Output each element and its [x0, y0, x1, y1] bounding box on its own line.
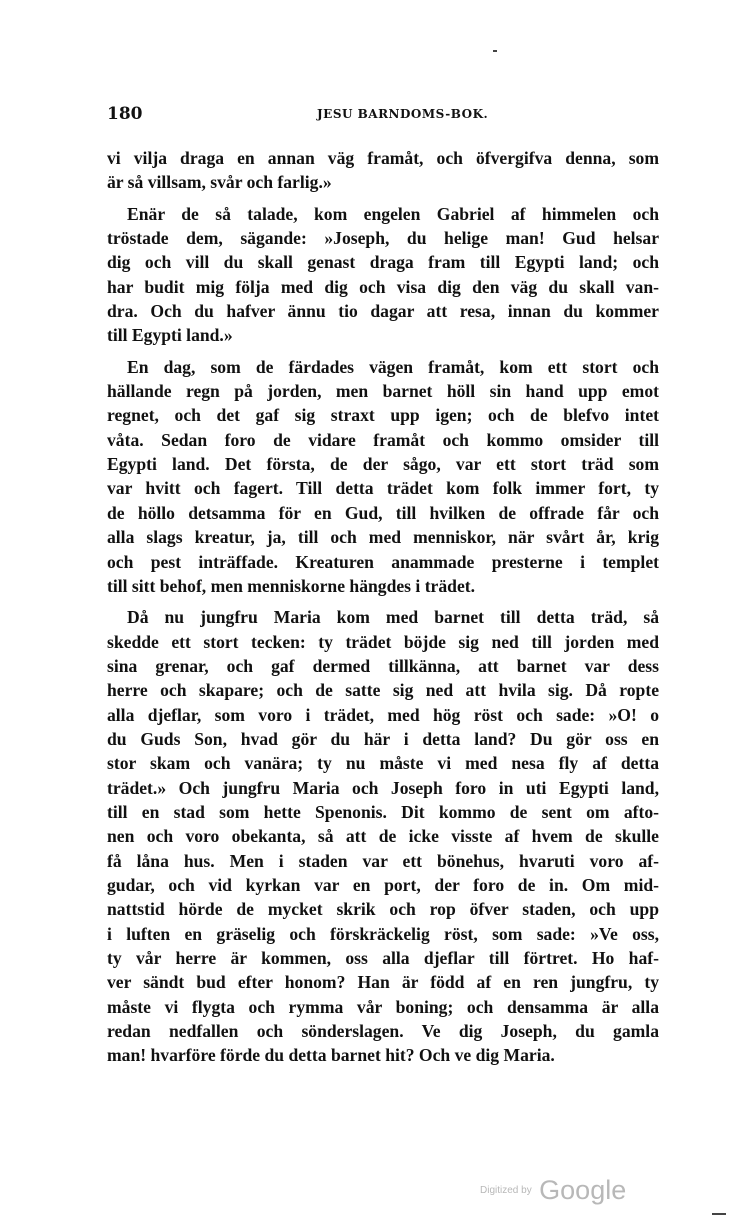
text-line: få låna hus. Men i staden var ett bönehus, hvaruti voro af- [107, 850, 659, 871]
text-line: Då nu jungfru Maria kom med barnet till detta träd, så [127, 607, 659, 628]
page-number: 180 [107, 104, 143, 124]
running-title: JESU BARNDOMS-BOK. [317, 107, 489, 121]
text-line: och pest inträffade. Kreaturen anammade presterne i templet [107, 551, 659, 572]
text-line: vi vilja draga en annan väg framåt, och öfvergifva denna, som [107, 148, 659, 168]
ink-speck [712, 1213, 726, 1215]
text-line: du Guds Son, hvad gör du här i detta land? Du gör oss en [107, 728, 659, 749]
text-line: skedde ett stort tecken: ty trädet böjde sig ned till jorden med [107, 631, 659, 652]
text-line: alla djeflar, som voro i trädet, med hög röst och sade: »O! o [107, 704, 659, 725]
text-line: har budit mig följa med dig och visa dig den väg du skall van- [107, 276, 659, 297]
text-line: alla slags kreatur, ja, till och med menniskor, när svårt år, krig [107, 527, 659, 548]
text-line: ver sändt bud efter honom? Han är född af en ren jungfru, ty [107, 972, 659, 993]
google-logo: Google [539, 1175, 627, 1205]
digitized-watermark [480, 1175, 626, 1206]
text-line: regnet, och det gaf sig straxt upp igen; och de blefvo intet [107, 405, 659, 426]
paragraph-gap [107, 598, 659, 605]
text-line: var hvitt och fagert. Till detta trädet kom folk immer fort, ty [107, 478, 659, 499]
text-line: man! hvarföre förde du detta barnet hit? Och ve dig Maria. [107, 1045, 555, 1066]
text-line: herre och skapare; och de satte sig ned att hvila sig. Då ropte [107, 680, 659, 701]
body-text [107, 146, 659, 1068]
ink-speck [493, 50, 497, 52]
text-line: gudar, och vid kyrkan var en port, der foro de in. Om mid- [107, 874, 659, 895]
text-line: redan nedfallen och sönderslagen. Ve dig Joseph, du gamla [107, 1021, 659, 1042]
paragraph [107, 146, 659, 195]
text-line: de höllo detsamma för en Gud, till hvilken de offrade får och [107, 502, 659, 523]
text-line: sina grenar, och gaf dermed tillkänna, att barnet var dess [107, 655, 659, 676]
text-line: till sitt behof, men menniskorne hängdes i trädet. [107, 575, 476, 596]
text-line: En dag, som de färdades vägen framåt, kom ett stort och [127, 356, 659, 377]
text-line: Egypti land. Det första, de der sågo, var ett stort träd som [107, 454, 659, 475]
text-line: till Egypti land.» [107, 325, 233, 346]
text-line: måste vi flygta och rymma vår boning; och densamma är alla [107, 996, 659, 1017]
page-header [107, 104, 659, 128]
text-line: till en stad som hette Spenonis. Dit kommo de sent om afto- [107, 801, 659, 822]
text-line: i luften en gräselig och förskräckelig röst, som sade: »Ve oss, [107, 923, 659, 944]
paragraph [107, 605, 659, 1068]
watermark-prefix: Digitized by [480, 1185, 532, 1196]
text-line: trädet.» Och jungfru Maria och Joseph foro in uti Egypti land, [107, 777, 659, 798]
paragraph [107, 355, 659, 598]
text-line: tröstade dem, sägande: »Joseph, du helige man! Gud helsar [107, 228, 659, 249]
paragraph-gap [107, 195, 659, 202]
text-line: ty vår herre är kommen, oss alla djeflar till förtret. Ho haf- [107, 948, 659, 968]
text-line: dra. Och du hafver ännu tio dagar att resa, innan du kommer [107, 301, 659, 322]
paragraph-gap [107, 348, 659, 355]
paragraph [107, 202, 659, 348]
text-line: hällande regn på jorden, men barnet höll sin hand upp emot [107, 381, 659, 402]
text-line: Enär de så talade, kom engelen Gabriel af himmelen och [127, 203, 659, 224]
text-line: är så villsam, svår och farlig.» [107, 172, 332, 193]
text-line: stor skam och vanära; ty nu måste vi med nesa fly af detta [107, 753, 659, 774]
text-line: dig och vill du skall genast draga fram till Egypti land; och [107, 252, 659, 273]
text-line: nattstid hörde de mycket skrik och rop öfver staden, och upp [107, 899, 659, 920]
text-line: våta. Sedan foro de vidare framåt och kommo omsider till [107, 429, 659, 450]
text-line: nen och voro obekanta, så att de icke visste af hvem de skulle [107, 826, 659, 847]
